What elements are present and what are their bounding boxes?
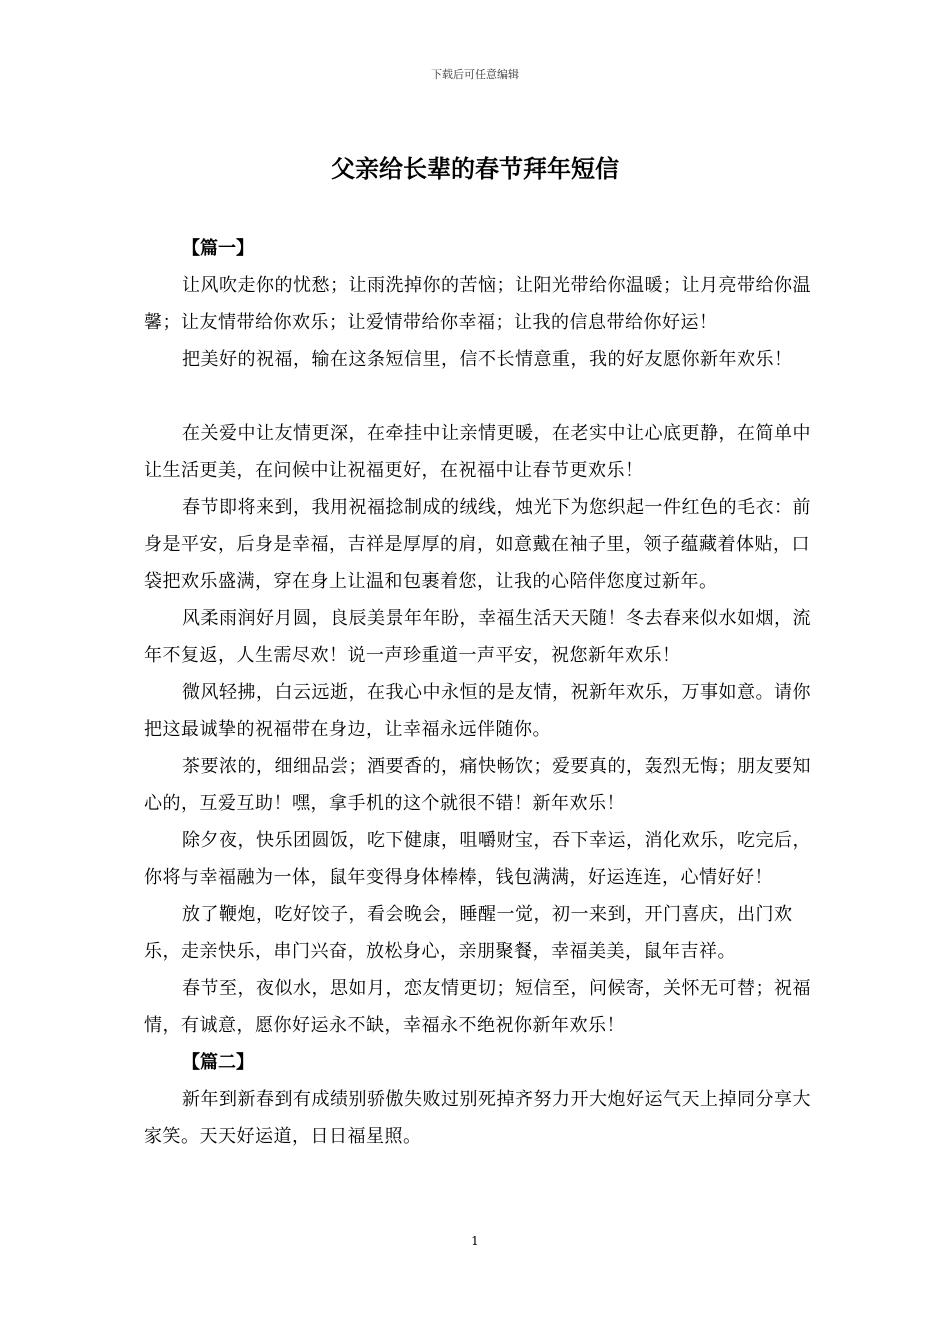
paragraph: 新年到新春到有成绩别骄傲失败过别死掉齐努力开大炮好运气天上掉同分享大家笑。天天好运道，日日福星照。 — [144, 1089, 811, 1147]
section-label-2: 【篇二】 — [182, 1052, 254, 1073]
paragraph: 春节即将来到，我用祝福捻制成的绒线，烛光下为您织起一件红色的毛衣：前身是平安，后身是幸福，吉祥是厚厚的肩，如意戴在袖子里，领子蕴藏着体贴，口袋把欢乐盛满，穿在身上让温和包裹着您，让我的心陪伴您度过新年。 — [144, 497, 811, 592]
paragraph: 在关爱中让友情更深，在牵挂中让亲情更暖，在老实中让心底更静，在简单中让生活更美，在问候中让祝福更好，在祝福中让春节更欢乐！ — [144, 423, 811, 481]
document-title: 父亲给长辈的春节拜年短信 — [331, 154, 619, 183]
section-label-1: 【篇一】 — [182, 238, 254, 259]
document-body — [144, 230, 820, 1155]
paragraph-gap — [144, 378, 820, 415]
paragraph: 茶要浓的，细细品尝；酒要香的，痛快畅饮；爱要真的，轰烈无悔；朋友要知心的，互爱互助！嘿，拿手机的这个就很不错！新年欢乐！ — [144, 756, 811, 814]
paragraph: 微风轻拂，白云远逝，在我心中永恒的是友情，祝新年欢乐，万事如意。请你把这最诚挚的祝福带在身边，让幸福永远伴随你。 — [144, 682, 811, 740]
paragraph: 除夕夜，快乐团圆饭，吃下健康，咀嚼财宝，吞下幸运，消化欢乐，吃完后，你将与幸福融为一体，鼠年变得身体棒棒，钱包满满，好运连连，心情好好！ — [144, 830, 811, 888]
page-number: 1 — [471, 1234, 479, 1248]
paragraph: 让风吹走你的忧愁；让雨洗掉你的苦恼；让阳光带给你温暖；让月亮带给你温馨；让友情带给你欢乐；让爱情带给你幸福；让我的信息带给你好运！ — [144, 275, 811, 333]
page-header-note: 下载后可任意编辑 — [431, 68, 519, 81]
paragraph: 把美好的祝福，输在这条短信里，信不长情意重，我的好友愿你新年欢乐！ — [182, 349, 793, 370]
paragraph: 风柔雨润好月圆，良辰美景年年盼，幸福生活天天随！冬去春来似水如烟，流年不复返，人生需尽欢！说一声珍重道一声平安，祝您新年欢乐！ — [144, 608, 811, 666]
paragraph: 放了鞭炮，吃好饺子，看会晚会，睡醒一觉，初一来到，开门喜庆，出门欢乐，走亲快乐，串门兴奋，放松身心，亲朋聚餐，幸福美美，鼠年吉祥。 — [144, 904, 793, 962]
paragraph: 春节至，夜似水，思如月，恋友情更切；短信至，问候寄，关怀无可替；祝福情，有诚意，愿你好运永不缺，幸福永不绝祝你新年欢乐！ — [144, 978, 811, 1036]
